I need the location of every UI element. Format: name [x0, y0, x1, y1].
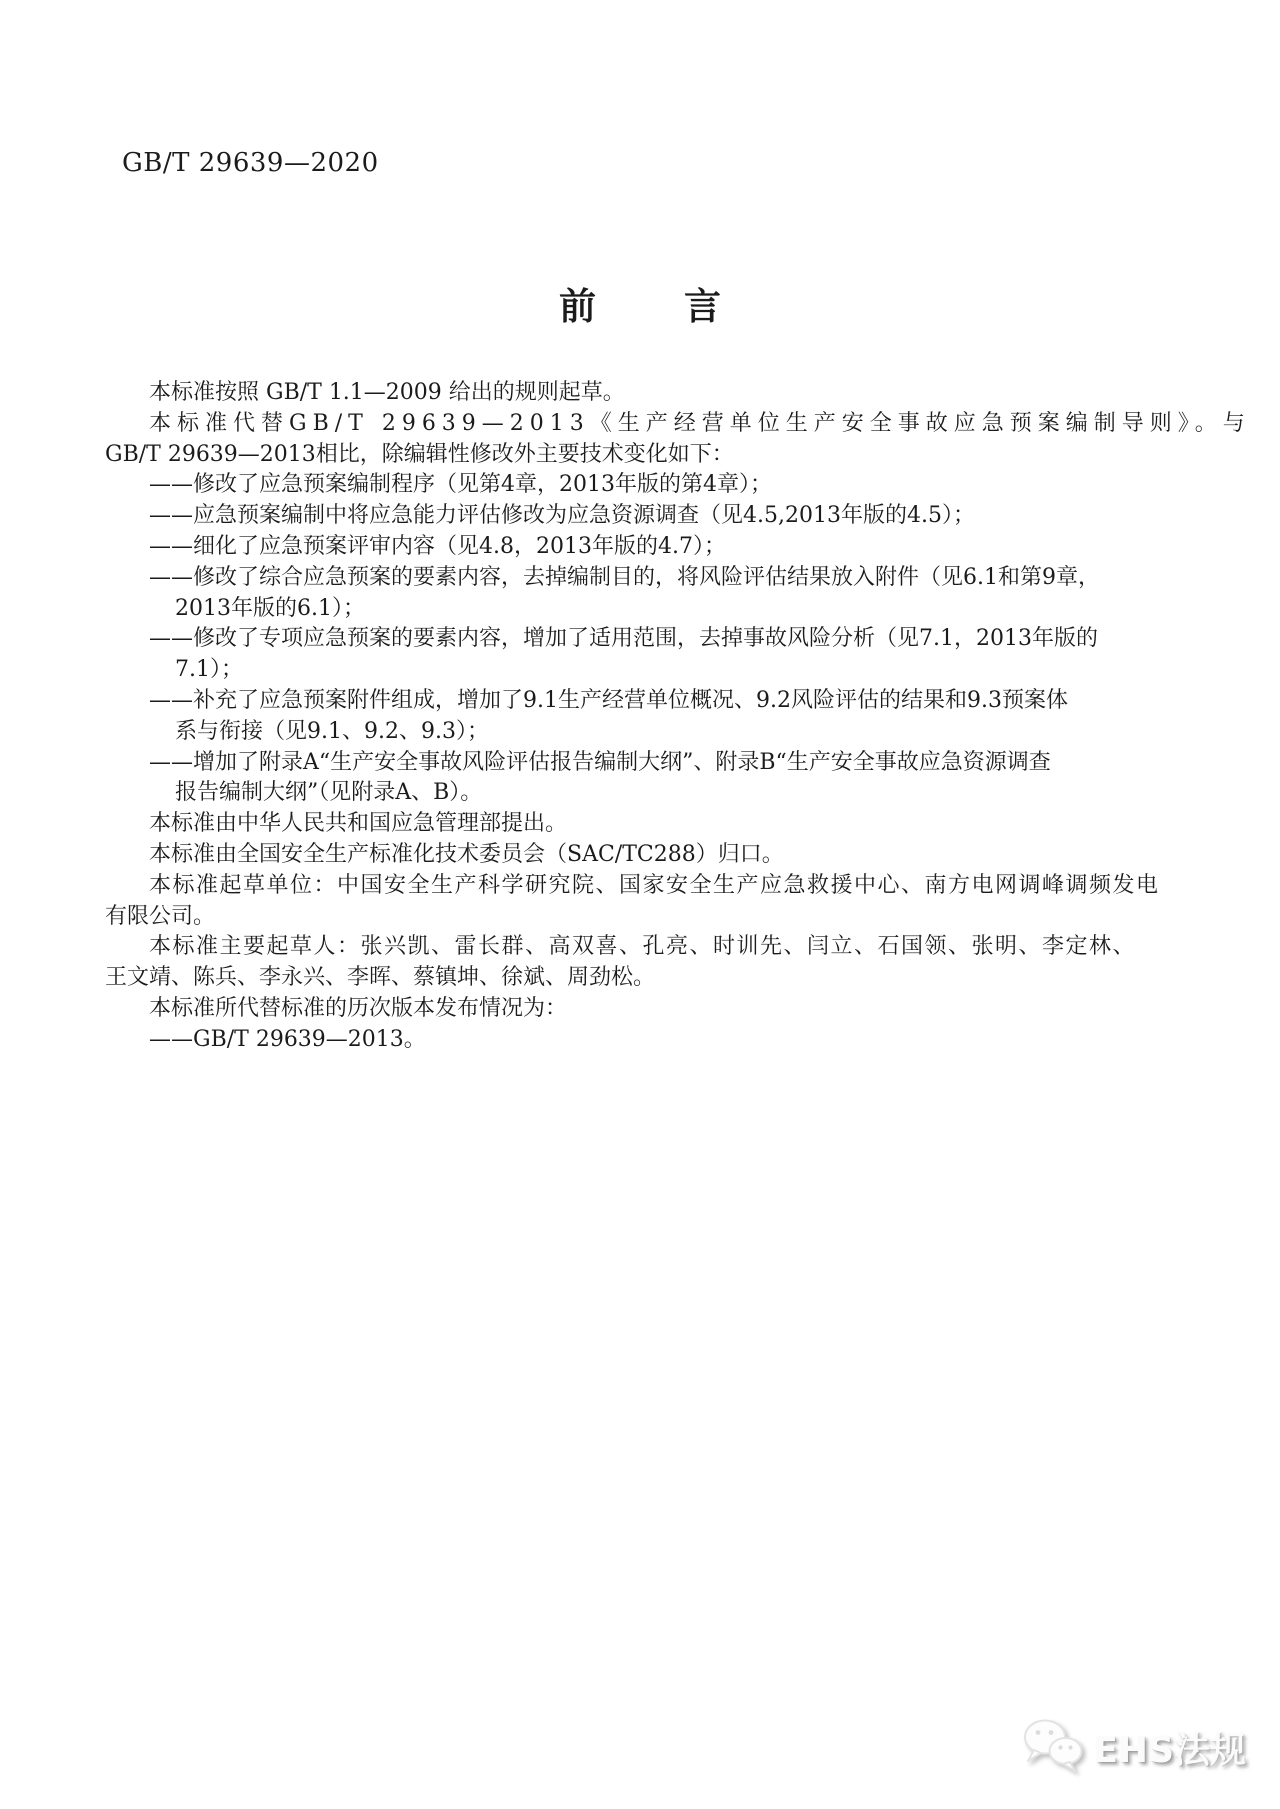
- text-line: 7.1）；: [175, 657, 243, 683]
- foreword-body: [105, 378, 1251, 1056]
- watermark-label: EHS法规: [1093, 1729, 1246, 1771]
- text-line: 有限公司。: [105, 903, 216, 929]
- text-line: ——增加了附录A“生产安全事故风险评估报告编制大纲”、附录B“生产安全事故应急资源调查: [149, 749, 1051, 775]
- wechat-icon: [1019, 1716, 1087, 1778]
- text-line: 系与衔接（见9.1、9.2、9.3）；: [175, 718, 489, 744]
- text-line: 本标准起草单位：中国安全生产科学研究院、国家安全生产应急救援中心、南方电网调峰调频发电: [149, 872, 1160, 898]
- text-line: ——修改了综合应急预案的要素内容，去掉编制目的，将风险评估结果放入附件（见6.1和第9章，: [149, 564, 1100, 590]
- text-line: 本标准由全国安全生产标准化技术委员会（SAC/TC288）归口。: [149, 841, 784, 867]
- text-line: 本标准所代替标准的历次版本发布情况为：: [149, 995, 568, 1021]
- foreword-title-row: [0, 276, 1280, 330]
- text-line: ——修改了专项应急预案的要素内容，增加了适用范围，去掉事故风险分析（见7.1，2013年版的: [149, 626, 1098, 652]
- text-line: 王文靖、陈兵、李永兴、李晖、蔡镇坤、徐斌、周劲松。: [105, 965, 656, 991]
- text-line: ——修改了应急预案编制程序（见第4章，2013年版的第4章）；: [149, 472, 772, 498]
- doc-number: GB/T 29639—2020: [122, 148, 379, 178]
- watermark: [1019, 1716, 1246, 1778]
- text-line: ——细化了应急预案评审内容（见4.8，2013年版的4.7）；: [149, 533, 726, 559]
- text-line: 本标准主要起草人：张兴凯、雷长群、高双喜、孔亮、时训先、闫立、石国领、张明、李定林、: [149, 934, 1137, 960]
- foreword-title: 前言: [559, 285, 809, 328]
- text-line: ——补充了应急预案附件组成，增加了9.1生产经营单位概况、9.2风险评估的结果和9.3预案体: [149, 687, 1068, 713]
- text-line: GB/T 29639—2013相比，除编辑性修改外主要技术变化如下：: [105, 441, 734, 467]
- text-line: 本标准按照 GB/T 1.1—2009 给出的规则起草。: [149, 380, 625, 405]
- text-line: 本标准代替GB/T 29639—2013《生产经营单位生产安全事故应急预案编制导则》。与: [149, 410, 1251, 436]
- text-line: 2013年版的6.1）；: [175, 595, 365, 621]
- text-line: 报告编制大纲”（见附录A、B）。: [175, 780, 483, 806]
- text-line: ——GB/T 29639—2013。: [149, 1026, 426, 1052]
- text-line: ——应急预案编制中将应急能力评估修改为应急资源调查（见4.5,2013年版的4.5）；: [149, 503, 975, 529]
- text-line: 本标准由中华人民共和国应急管理部提出。: [149, 811, 568, 837]
